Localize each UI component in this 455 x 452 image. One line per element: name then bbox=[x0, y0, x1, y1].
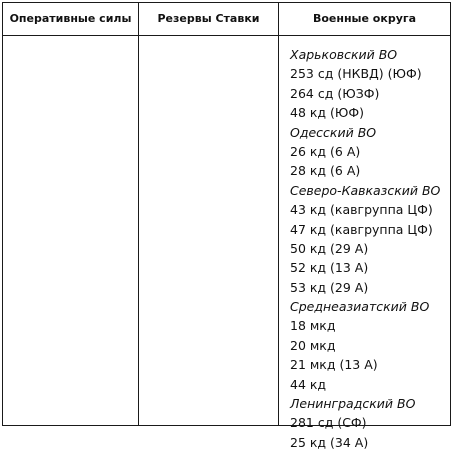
unit-entry: 28 кд (6 А) bbox=[290, 163, 361, 179]
unit-entry: 44 кд bbox=[290, 376, 327, 392]
forces-table bbox=[2, 2, 451, 450]
unit-entry: 43 кд (кавгруппа ЦФ) bbox=[290, 202, 433, 218]
header-stavka-reserves: Резервы Ставки bbox=[157, 12, 260, 25]
cell-military-districts bbox=[290, 45, 440, 452]
unit-entry: 47 кд (кавгруппа ЦФ) bbox=[290, 221, 433, 237]
unit-entry: 26 кд (6 А) bbox=[290, 143, 361, 159]
unit-entry: 18 мкд bbox=[290, 318, 336, 334]
unit-entry: 281 сд (СФ) bbox=[290, 415, 367, 431]
district-name: Одесский ВО bbox=[290, 124, 377, 140]
unit-entry: 25 кд (34 А) bbox=[290, 434, 369, 450]
unit-entry: 20 мкд bbox=[290, 337, 336, 353]
header-military-districts: Военные округа bbox=[312, 12, 417, 25]
unit-entry: 52 кд (13 А) bbox=[290, 260, 369, 276]
column-divider bbox=[138, 3, 139, 425]
unit-entry: 48 кд (ЮФ) bbox=[290, 105, 365, 121]
district-name: Харьковский ВО bbox=[290, 47, 398, 62]
district-name: Среднеазиатский ВО bbox=[290, 299, 430, 315]
header-operational-forces: Оперативные силы bbox=[9, 12, 132, 25]
unit-entry: 253 сд (НКВД) (ЮФ) bbox=[290, 66, 422, 82]
district-name: Ленинградский ВО bbox=[290, 396, 416, 412]
district-name: Северо-Кавказский ВО bbox=[290, 182, 441, 198]
table-header-row bbox=[3, 3, 450, 36]
unit-entry: 264 сд (ЮЗФ) bbox=[290, 85, 380, 101]
unit-entry: 21 мкд (13 А) bbox=[290, 357, 378, 373]
column-divider bbox=[278, 3, 279, 425]
unit-entry: 53 кд (29 А) bbox=[290, 279, 369, 295]
unit-entry: 50 кд (29 А) bbox=[290, 240, 369, 256]
